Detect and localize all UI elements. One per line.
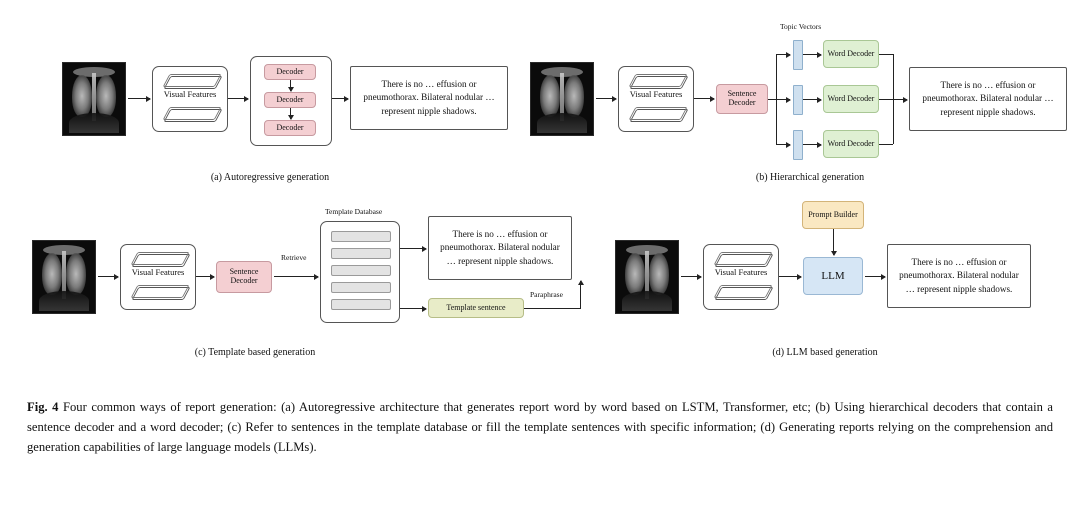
word-decoder-b-1: Word Decoder (823, 40, 879, 68)
chest-xray-image-a (62, 62, 126, 136)
figure-caption-text: Four common ways of report generation: (a) Autoregressive architecture that generates report word by word based on LSTM, Transformer, etc; (b) Using hierarchical decoders that contain a sentence decoder and a word decoder; (c) Refer to sentences in the template database or fill the template sentences with specific information; (d) Generating reports relying on the comprehension and generation capabilities of large language models (LLMs). (27, 400, 1053, 454)
chest-xray-image-b (530, 62, 594, 136)
visual-features-box-b (618, 66, 694, 132)
template-db-row (331, 231, 391, 242)
paraphrase-label-c: Paraphrase (530, 290, 563, 299)
visual-features-box-a (152, 66, 228, 132)
visual-features-label-d: Visual Features (714, 267, 768, 277)
report-text-b: There is no … effusion or pneumothorax. Bilateral nodular … represent nipple shadows. (909, 67, 1067, 131)
arrow-tv-to-word-decoder-b-2 (803, 99, 821, 100)
template-db-row (331, 265, 391, 276)
merge-stub-b-3 (879, 144, 893, 145)
template-db-row (331, 299, 391, 310)
decoder-node-a-3: Decoder (264, 120, 316, 136)
visual-features-box-d (703, 244, 779, 310)
panel-caption-b: (b) Hierarchical generation (755, 172, 865, 183)
panel-llm-based (540, 195, 1080, 380)
word-decoder-b-2: Word Decoder (823, 85, 879, 113)
merge-stub-b-1 (879, 54, 893, 55)
arrow-sentence-decoder-to-db-c (274, 276, 318, 277)
visual-features-label-a: Visual Features (163, 89, 217, 99)
arrow-prompt-builder-to-llm-d (833, 229, 834, 255)
decoder-node-a-2: Decoder (264, 92, 316, 108)
arrow-decoder-a-1-2 (290, 80, 291, 91)
arrow-tv-to-word-decoder-b-1 (803, 54, 821, 55)
visual-features-label-c: Visual Features (131, 267, 185, 277)
report-text-c: There is no … effusion or pneumothorax. Bilateral nodular … represent nipple shadows. (428, 216, 572, 280)
figure-caption-label: Fig. 4 (27, 400, 59, 414)
template-sentence-c: Template sentence (428, 298, 524, 318)
arrow-db-to-report-c (400, 248, 426, 249)
arrow-visual-to-sentence-decoder-c (196, 276, 214, 277)
arrow-llm-to-report-d (865, 276, 885, 277)
arrow-image-to-visual-features-c (98, 276, 118, 277)
template-db-row (331, 248, 391, 259)
panel-hierarchical (540, 0, 1080, 195)
arrow-image-to-visual-features-a (128, 98, 150, 99)
chest-xray-image-d (615, 240, 679, 314)
retrieve-label-c: Retrieve (281, 253, 307, 262)
arrow-branch-b-2 (776, 99, 790, 100)
word-decoder-b-3: Word Decoder (823, 130, 879, 158)
chest-xray-image-c (32, 240, 96, 314)
arrow-tv-to-word-decoder-b-3 (803, 144, 821, 145)
panel-caption-a: (a) Autoregressive generation (210, 172, 330, 183)
branch-stub-b (768, 99, 776, 100)
arrow-image-to-visual-features-d (681, 276, 701, 277)
sentence-decoder-c: Sentence Decoder (216, 261, 272, 293)
arrow-merge-to-report-b (879, 99, 907, 100)
arrow-decoder-a-2-3 (290, 108, 291, 119)
arrow-visual-to-decoder-a (228, 98, 248, 99)
report-text-a: There is no … effusion or pneumothorax. Bilateral nodular … represent nipple shadows. (350, 66, 508, 130)
arrow-db-to-template-sentence-c (400, 308, 426, 309)
visual-features-box-c (120, 244, 196, 310)
panel-template-based (0, 195, 563, 380)
template-db-row (331, 282, 391, 293)
arrow-image-to-visual-features-b (596, 98, 616, 99)
decoder-node-a-1: Decoder (264, 64, 316, 80)
llm-d: LLM (803, 257, 863, 295)
sentence-decoder-b: Sentence Decoder (716, 84, 768, 114)
panel-autoregressive (0, 0, 540, 195)
panel-caption-d: (d) LLM based generation (772, 347, 878, 358)
visual-features-label-b: Visual Features (629, 89, 683, 99)
prompt-builder-d: Prompt Builder (802, 201, 864, 229)
template-database-label-c: Template Database (325, 207, 383, 216)
panel-caption-c: (c) Template based generation (194, 347, 316, 358)
arrow-visual-to-llm-d (779, 276, 801, 277)
template-database-c (320, 221, 400, 323)
topic-vector-b-3 (793, 130, 803, 160)
arrow-branch-b-1 (776, 54, 790, 55)
arrow-branch-b-3 (776, 144, 790, 145)
topic-vector-b-1 (793, 40, 803, 70)
topic-vectors-label-b: Topic Vectors (780, 22, 822, 31)
figure-caption (27, 398, 1053, 458)
arrow-decoder-to-report-a (332, 98, 348, 99)
arrow-visual-to-sentence-decoder-b (694, 98, 714, 99)
topic-vector-b-2 (793, 85, 803, 115)
report-text-d: There is no … effusion or pneumothorax. Bilateral nodular … represent nipple shadows. (887, 244, 1031, 308)
